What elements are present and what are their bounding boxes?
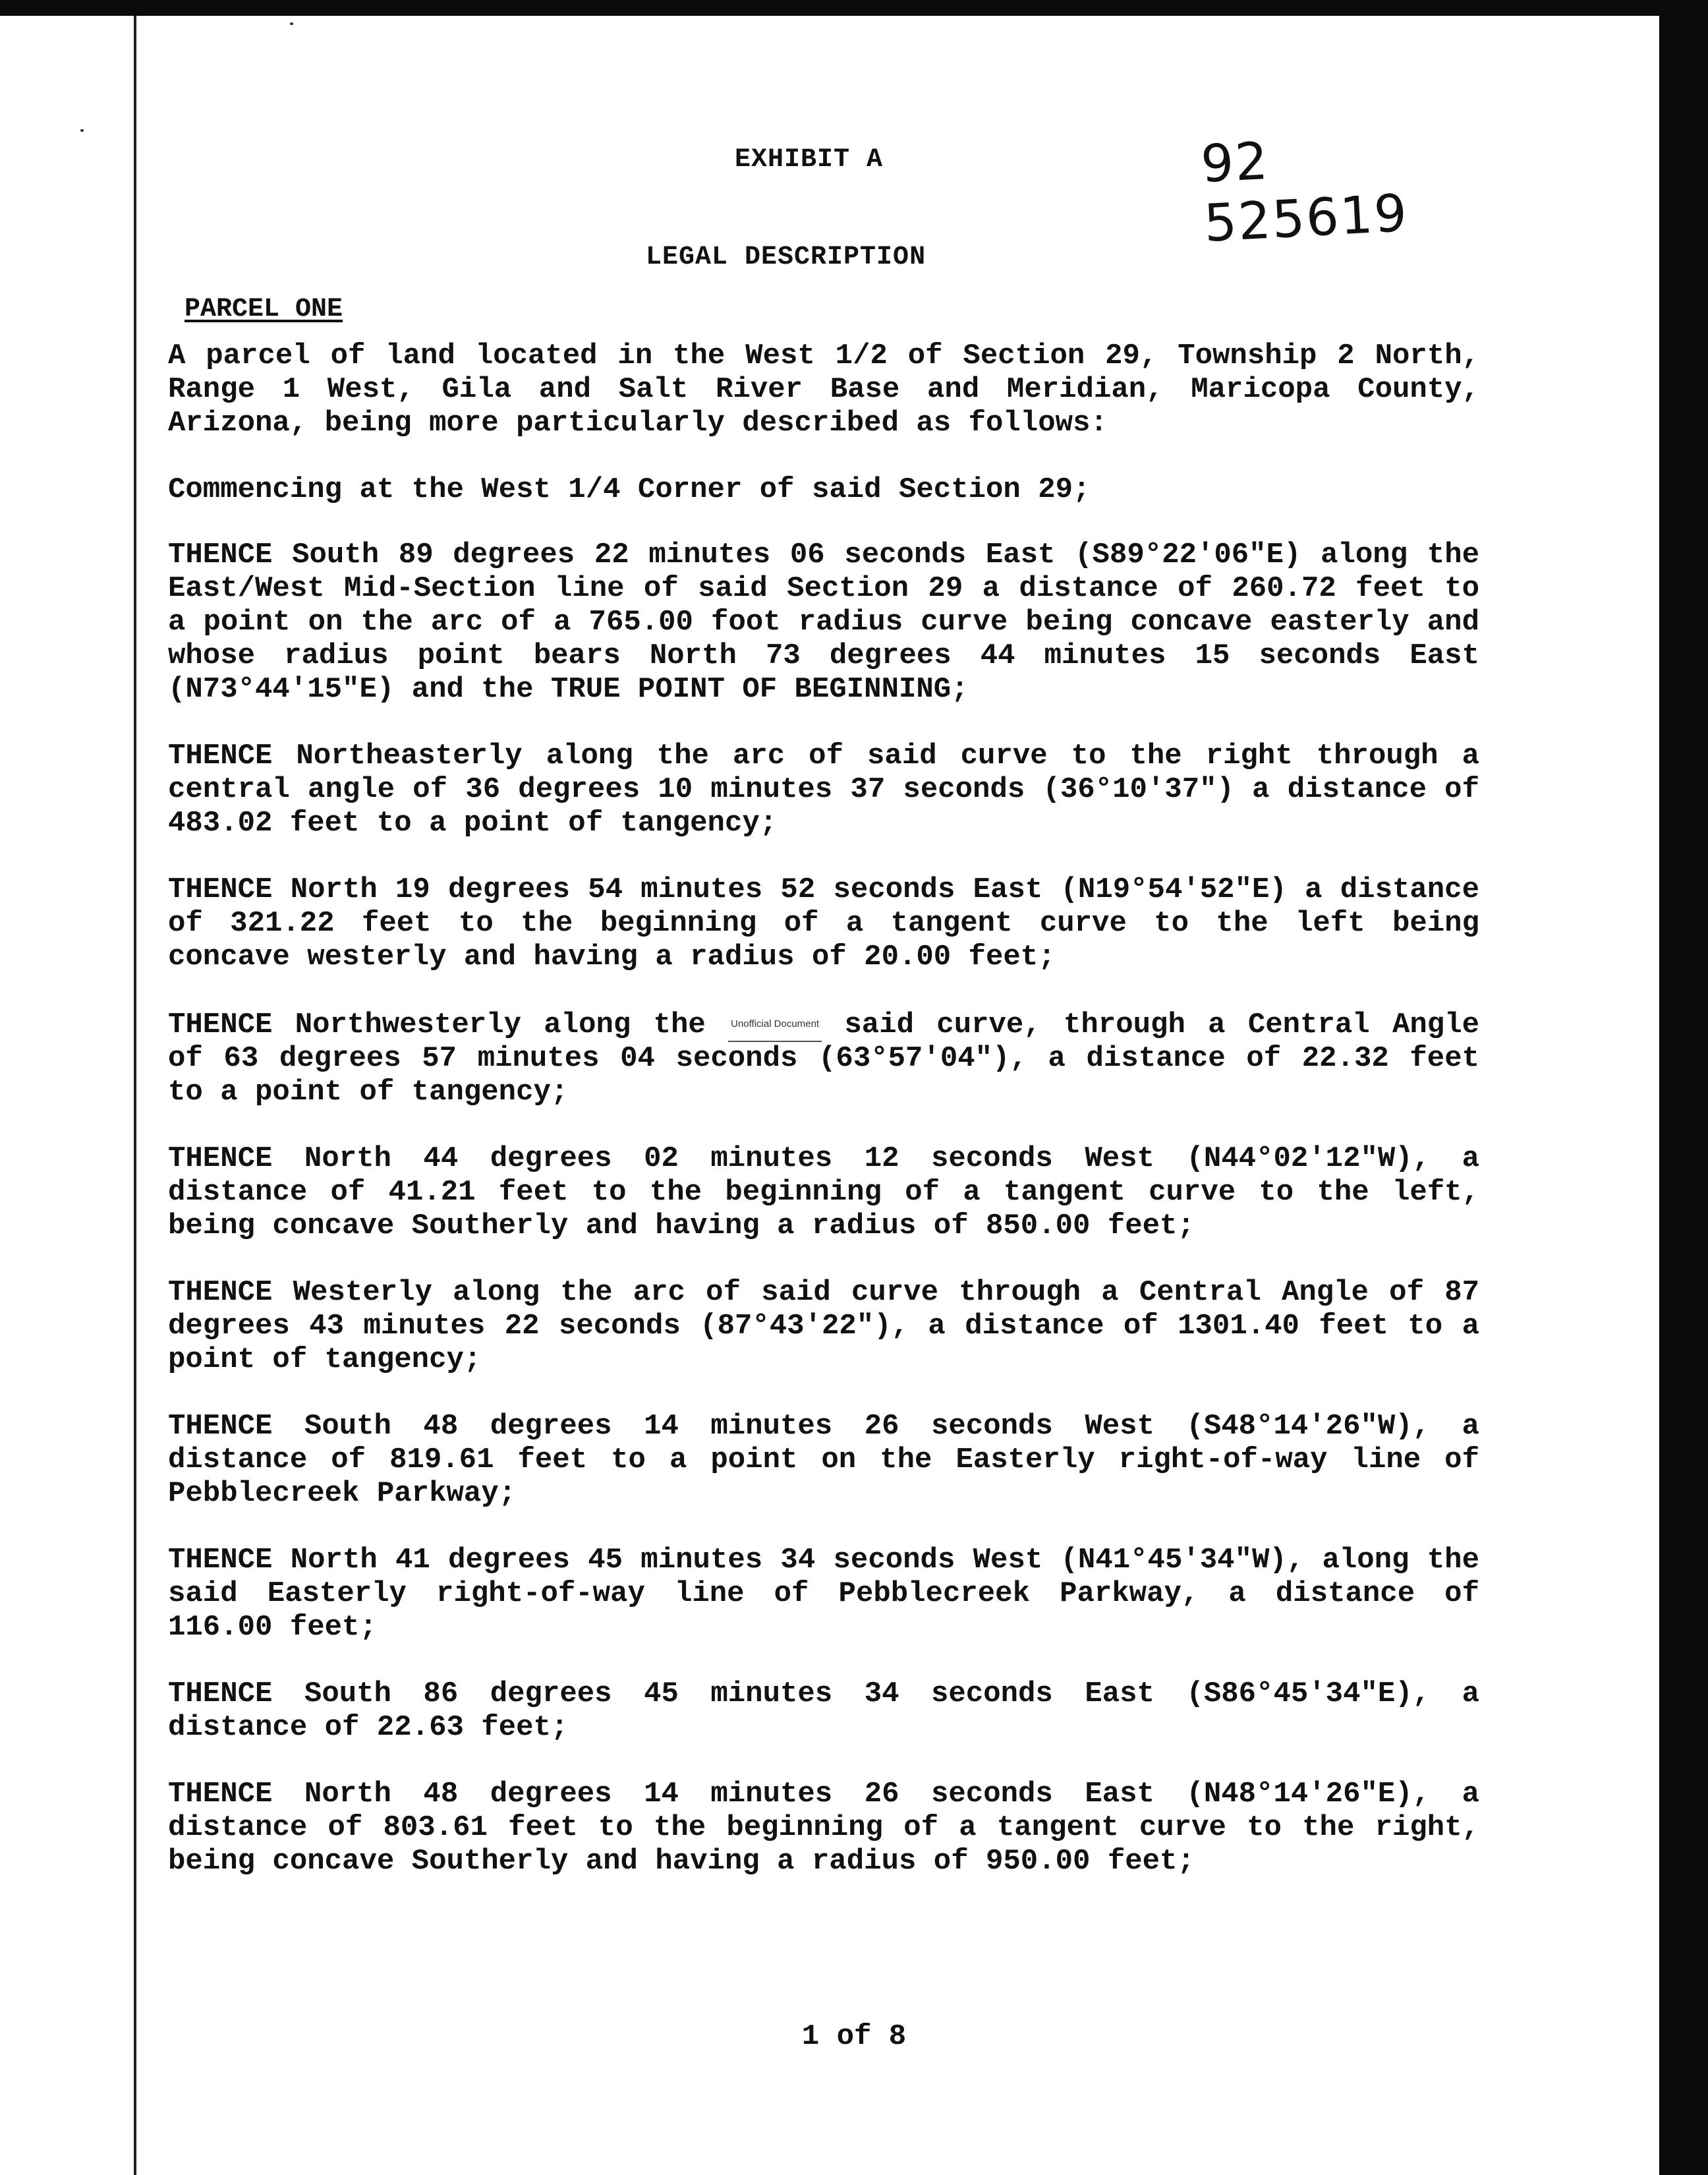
scan-speck (80, 129, 84, 132)
paragraph-course-4 (168, 1007, 1479, 1109)
parcel-title: PARCEL ONE (185, 295, 343, 324)
scan-right-border (1659, 0, 1708, 2175)
legal-description-body (168, 339, 1479, 1911)
paragraph-course-6: THENCE Westerly along the arc of said curve through a Central Angle of 87 degrees 43 minutes 22 seconds (87°43'22"), a distance of 1301.40 feet to a point of tangency; (168, 1276, 1479, 1377)
recording-number: 92 525619 (1199, 131, 1410, 254)
paragraph-course-10: THENCE North 48 degrees 14 minutes 26 seconds East (N48°14'26"E), a distance of 803.61 feet to the beginning of a tangent curve to the right, being concave Southerly and having a radius of 950.00 feet; (168, 1778, 1479, 1878)
paragraph-course-5: THENCE North 44 degrees 02 minutes 12 seconds West (N44°02'12"W), a distance of 41.21 feet to the beginning of a tangent curve to the left, being concave Southerly and having a radius of 850.00 feet; (168, 1142, 1479, 1243)
paragraph-commencing: Commencing at the West 1/4 Corner of said Section 29; (168, 473, 1091, 506)
paragraph-course-2: THENCE Northeasterly along the arc of said curve to the right through a central angle of 36 degrees 10 minutes 37 seconds (36°10'37") a distance of 483.02 feet to a point of tangency; (168, 740, 1479, 840)
paragraph-course-3: THENCE North 19 degrees 54 minutes 52 seconds East (N19°54'52"E) a distance of 321.22 feet to the beginning of a tangent curve to the left being concave westerly and having a radius of 20.00 feet; (168, 873, 1479, 973)
paragraph-course-4-end: said curve, through a Central Angle of 63 degrees 57 minutes 04 seconds (63°57'04"), a distance of 22.32 feet to a point of tangency; (168, 1008, 1480, 1109)
paragraph-course-4-start: THENCE Northwesterly along the (168, 1008, 706, 1042)
paragraph-course-1: THENCE South 89 degrees 22 minutes 06 seconds East (S89°22'06"E) along the East/West Mid-Section line of said Section 29 a distance of 260.72 feet to a point on the arc of a 765.00 foot radius curve being concave easterly and whose radius point bears North 73 degrees 44 minutes 15 seconds East (N73°44'15"E) and the TRUE POINT OF BEGINNING; (168, 538, 1479, 706)
scan-top-border (0, 0, 1708, 16)
scan-speck (290, 22, 293, 25)
document-title: LEGAL DESCRIPTION (646, 243, 926, 272)
paragraph-course-9: THENCE South 86 degrees 45 minutes 34 seconds East (S86°45'34"E), a distance of 22.63 feet; (168, 1677, 1479, 1745)
paragraph-course-7: THENCE South 48 degrees 14 minutes 26 seconds West (S48°14'26"W), a distance of 819.61 feet to a point on the Easterly right-of-way line of Pebblecreek Parkway; (168, 1410, 1479, 1511)
page-number: 1 of 8 (801, 2020, 907, 2053)
exhibit-label: EXHIBIT A (735, 145, 884, 175)
scan-left-margin-line (134, 16, 136, 2175)
unofficial-document-stamp: Unofficial Document (728, 1007, 822, 1042)
paragraph-intro: A parcel of land located in the West 1/2 of Section 29, Township 2 North, Range 1 West, Gila and Salt River Base and Meridian, Maricopa County, Arizona, being more particularly described as follows: (168, 339, 1479, 440)
paragraph-course-8: THENCE North 41 degrees 45 minutes 34 seconds West (N41°45'34"W), along the said Easterly right-of-way line of Pebblecreek Parkway, a distance of 116.00 feet; (168, 1544, 1479, 1644)
